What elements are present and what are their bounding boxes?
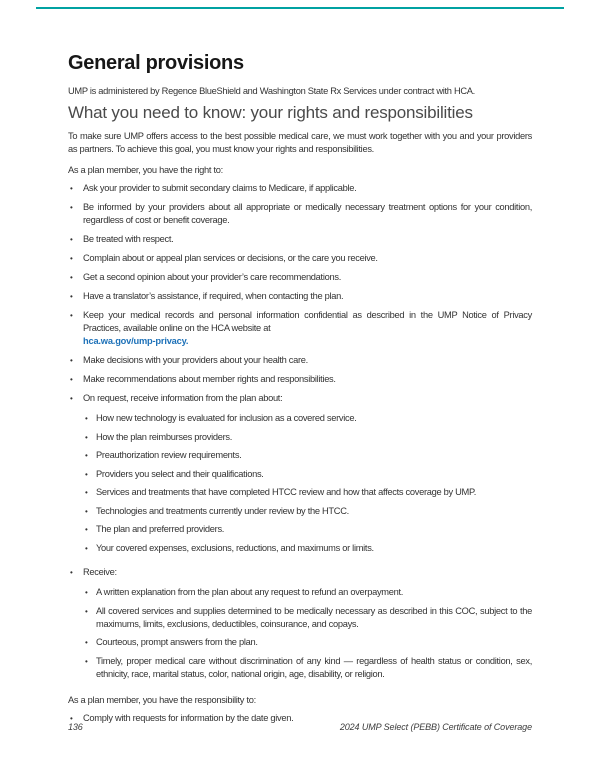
list-item	[70, 373, 532, 386]
bullet-icon: •	[85, 469, 88, 479]
list-item	[70, 392, 532, 560]
item-text: Courteous, prompt answers from the plan.	[96, 637, 258, 647]
item-text: Technologies and treatments currently under review by the HTCC.	[96, 505, 349, 516]
bullet-icon: •	[70, 184, 73, 193]
list-item	[85, 586, 532, 599]
list-item	[70, 354, 532, 367]
item-text: Your covered expenses, exclusions, reductions, and maximums or limits.	[96, 542, 374, 553]
rights-intro: As a plan member, you have the right to:	[68, 165, 223, 175]
list-item	[85, 655, 532, 681]
bullet-icon: •	[70, 714, 73, 723]
bullet-icon: •	[70, 311, 73, 320]
list-item	[85, 523, 532, 536]
item-text: Make recommendations about member rights and responsibilities.	[83, 374, 336, 384]
bullet-icon: •	[85, 506, 88, 516]
item-text: Have a translator’s assistance, if required, when contacting the plan.	[83, 291, 344, 301]
bullet-icon: •	[70, 292, 73, 301]
list-item	[70, 233, 532, 246]
item-text: Be informed by your providers about all appropriate or medically necessary treatment options for your condition, regardless of cost or benefit coverage.	[83, 202, 532, 225]
bullet-icon: •	[70, 254, 73, 263]
list-item	[85, 431, 532, 444]
item-text: How new technology is evaluated for inclusion as a covered service.	[96, 413, 357, 423]
item-text: Be treated with respect.	[83, 234, 174, 244]
list-item	[70, 566, 532, 686]
list-item	[85, 486, 532, 499]
bullet-icon: •	[70, 375, 73, 384]
lead-paragraph: To make sure UMP offers access to the best possible medical care, we must work together with you and your providers as partners. To achieve this goal, you must know your rights and responsibilities.	[68, 131, 532, 154]
item-text: Preauthorization review requirements.	[96, 450, 242, 460]
item-text: Providers you select and their qualifications.	[96, 468, 264, 479]
section-title: What you need to know: your rights and responsibilities	[68, 103, 473, 122]
bullet-icon: •	[85, 606, 88, 616]
item-text: Complain about or appeal plan services or decisions, or the care you receive.	[83, 253, 378, 263]
rights-list	[68, 182, 532, 686]
page-title: General provisions	[68, 52, 244, 74]
bullet-icon: •	[85, 656, 88, 666]
bullet-icon: •	[70, 273, 73, 282]
list-item	[70, 182, 532, 195]
page-content	[68, 0, 532, 731]
bullet-icon: •	[70, 203, 73, 212]
item-text: Ask your provider to submit secondary claims to Medicare, if applicable.	[83, 183, 357, 193]
sub-list	[85, 586, 532, 681]
bullet-icon: •	[85, 543, 88, 553]
list-item	[85, 449, 532, 462]
item-text: Timely, proper medical care without discrimination of any kind — regardless of health status or condition, sex, ethnicity, race, marital status, color, national origin, age, disability, or religion.	[96, 655, 532, 679]
item-text: All covered services and supplies determined to be medically necessary as described in this COC, subject to the maximums, limits, exclusions, deductibles, coinsurance, and copays.	[96, 605, 532, 629]
item-text: A written explanation from the plan about any request to refund an overpayment.	[96, 587, 404, 597]
item-text: How the plan reimburses providers.	[96, 431, 233, 442]
list-item	[85, 505, 532, 518]
item-text: Receive: • A written explanation from the plan about any request to refund an overpayment. • All covered services and supplies determined to be medically necessary as described in this COC, subject to the maximums, limits, exclusions, deductibles, coinsurance, and copays. • Courteous, prompt answers from the plan. • Timely, proper medical care without discrimination of any kind — regardless of health status or condition, sex, ethnicity, race, marital status, color, national origin, age, disability, or religion.	[83, 567, 532, 679]
list-item	[85, 636, 532, 649]
list-item	[85, 542, 532, 555]
list-item	[85, 605, 532, 631]
item-text: Make decisions with your providers about your health care.	[83, 355, 308, 365]
bullet-icon: •	[85, 588, 88, 597]
bullet-icon: •	[85, 432, 88, 442]
item-text: On request, receive information from the plan about: • How new technology is evaluated for inclusion as a covered service. • How the plan reimburses providers. • Preauthorization review requirements. • Providers you select and their qualifications. • Services and treatments that have completed HTCC review and how that affects coverage by UMP. • Technologies and treatments currently under review by the HTCC. • The plan and preferred providers. • Your covered expenses, exclusions, reductions, and maximums or limits.	[83, 392, 532, 560]
footer-doc-title: 2024 UMP Select (PEBB) Certificate of Coverage	[339, 722, 532, 732]
bullet-icon: •	[85, 451, 88, 460]
item-text: Keep your medical records and personal information confidential as described in the UMP Notice of Privacy Practices, available online on the HCA website at hca.wa.gov/ump-privacy.	[83, 310, 532, 346]
page-footer	[68, 722, 532, 732]
list-item	[85, 468, 532, 481]
list-item	[85, 412, 532, 425]
ump-privacy-link[interactable]: hca.wa.gov/ump-privacy.	[83, 336, 189, 346]
item-text: Get a second opinion about your provider’s care recommendations.	[83, 272, 341, 282]
bullet-icon: •	[70, 568, 73, 577]
item-text: The plan and preferred providers.	[96, 524, 225, 534]
bullet-icon: •	[85, 638, 88, 647]
bullet-icon: •	[85, 525, 88, 534]
item-text: Services and treatments that have completed HTCC review and how that affects coverage by UMP.	[96, 487, 476, 497]
list-item	[70, 290, 532, 303]
bullet-icon: •	[85, 488, 88, 497]
list-item	[70, 252, 532, 265]
list-item	[70, 271, 532, 284]
admin-note: UMP is administered by Regence BlueShield and Washington State Rx Services under contract with HCA.	[68, 86, 475, 96]
list-item	[70, 201, 532, 227]
bullet-icon: •	[85, 414, 88, 423]
bullet-icon: •	[70, 394, 73, 403]
responsibilities-intro: As a plan member, you have the responsibility to:	[68, 695, 256, 705]
bullet-icon: •	[70, 356, 73, 365]
item-text: Comply with requests for information by the date given.	[83, 713, 294, 723]
sub-list	[85, 412, 532, 555]
bullet-icon: •	[70, 235, 73, 244]
page-number: 136	[68, 722, 83, 732]
list-item	[70, 309, 532, 348]
